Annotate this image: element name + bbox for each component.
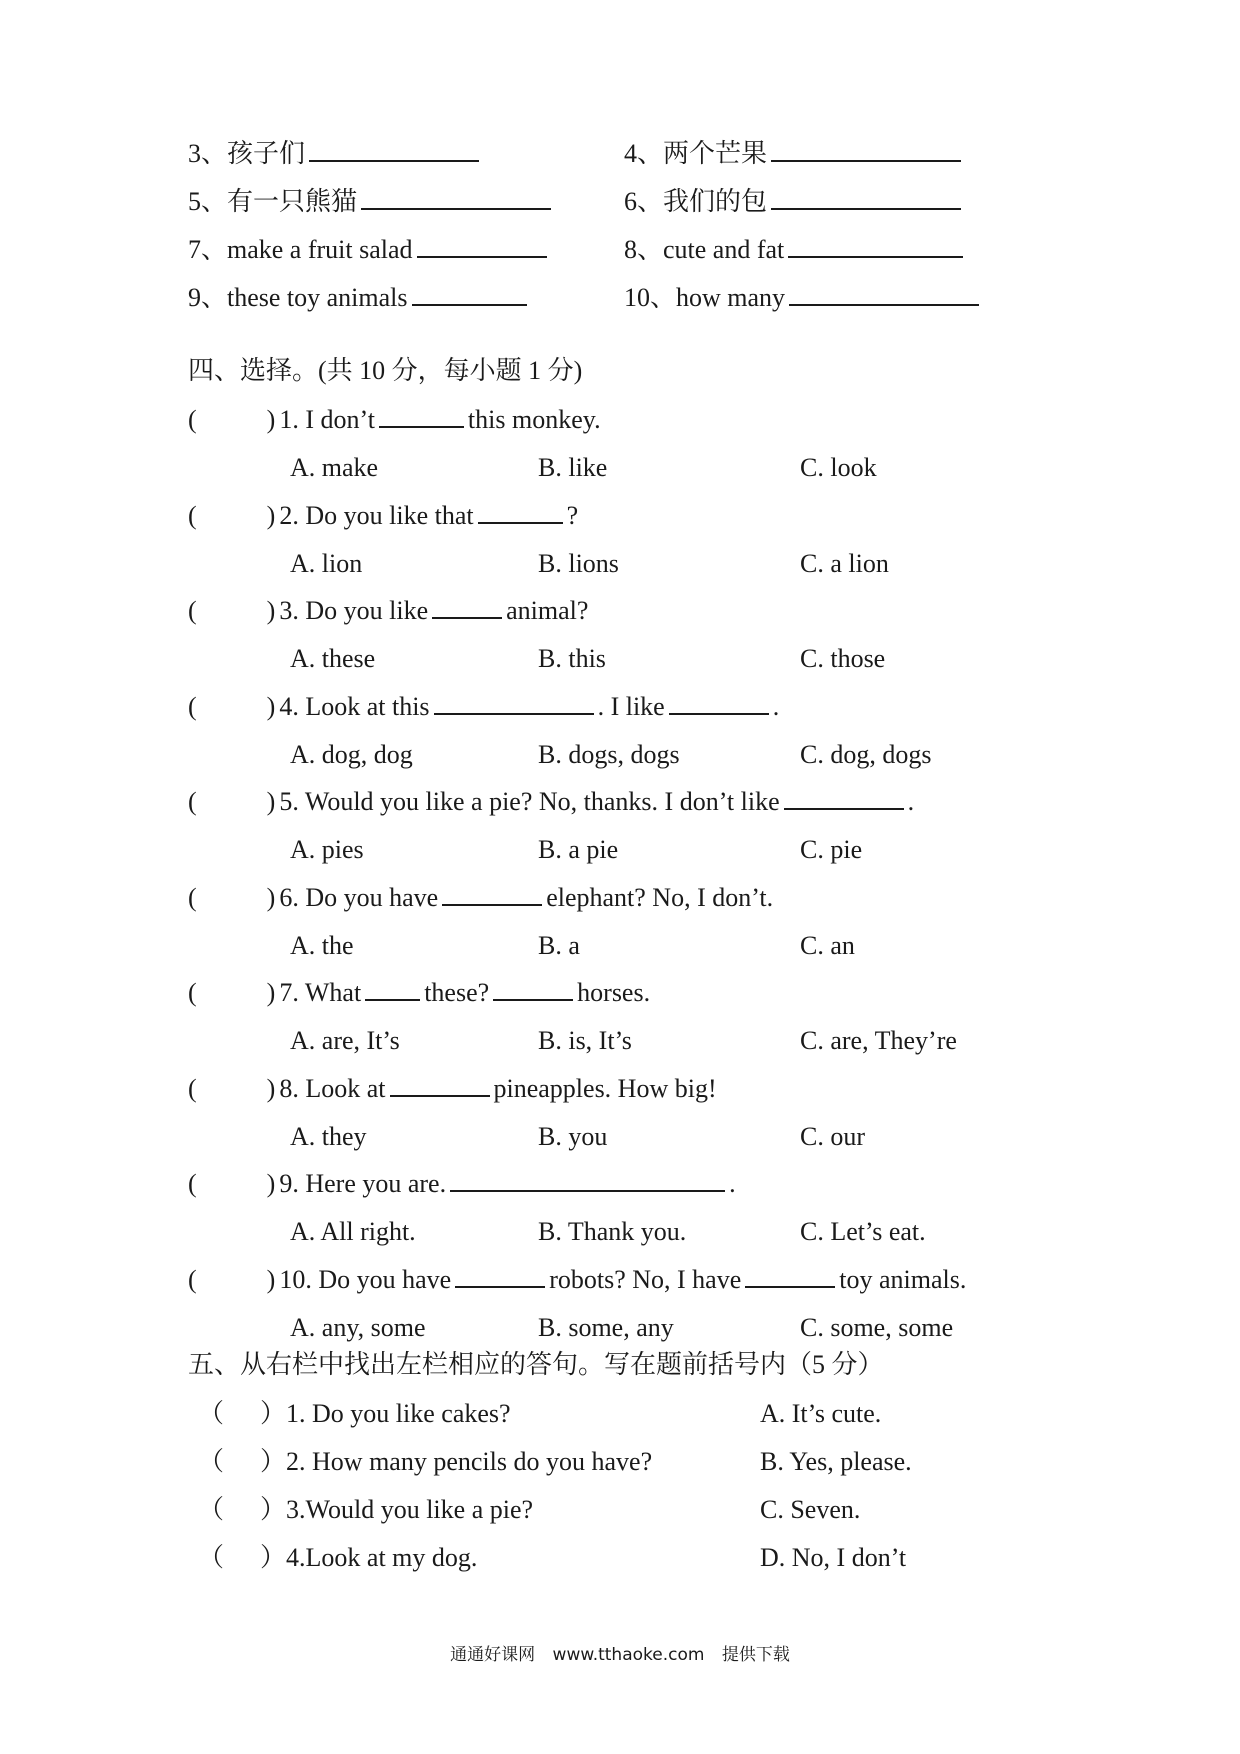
choice-option: A. the	[290, 930, 354, 960]
matching-row	[198, 1486, 533, 1534]
choice-option: B. a pie	[538, 835, 619, 864]
choice-option: C. our	[800, 1121, 865, 1151]
choice-option: C. are, They’re	[800, 1026, 957, 1055]
question-blank[interactable]	[450, 1160, 725, 1192]
footer-url: www.tthaoke.com	[552, 1645, 705, 1665]
answer-paren-open: （	[198, 1495, 225, 1524]
choice-option: A. pies	[290, 835, 364, 864]
answer-paren-close: )	[266, 1169, 276, 1198]
question-stem: 7. What	[279, 978, 362, 1007]
answer-paren-open: (	[188, 978, 197, 1007]
question-row	[188, 587, 588, 635]
answer-paren-close: )	[266, 882, 276, 912]
answer-paren-open: (	[188, 1169, 197, 1198]
translation-answer-blank[interactable]	[309, 130, 479, 162]
matching-row	[198, 1438, 652, 1486]
translation-item	[624, 178, 965, 226]
question-stem-mid: .	[729, 1169, 736, 1198]
footer-note: 提供下载	[721, 1645, 790, 1665]
translation-item-label: 9、these toy animals	[188, 283, 408, 312]
answer-paren-close: )	[266, 500, 276, 530]
choice-option: A. make	[290, 453, 379, 482]
choice-option: C. pie	[800, 835, 863, 864]
question-stem: 3. Do you like	[279, 596, 429, 625]
translation-item-label: 3、孩子们	[188, 139, 306, 168]
answer-paren-close: )	[266, 1073, 276, 1103]
question-blank[interactable]	[669, 683, 769, 715]
matching-question: 1. Do you like cakes?	[286, 1399, 511, 1428]
question-blank[interactable]	[432, 587, 502, 619]
choice-option: A. these	[290, 644, 376, 673]
question-stem: 8. Look at	[279, 1073, 386, 1103]
translation-item	[624, 274, 983, 322]
question-stem-mid: .	[907, 787, 915, 816]
matching-question: 4.Look at my dog.	[286, 1543, 478, 1572]
translation-item-label: 6、我们的包	[624, 187, 768, 216]
translation-item-label: 8、cute and fat	[624, 235, 785, 264]
choice-option: A. lion	[290, 548, 363, 578]
question-stem-mid: . I like	[597, 691, 665, 721]
translation-item	[624, 226, 967, 274]
answer-paren-close: )	[266, 691, 276, 721]
translation-item	[188, 226, 551, 274]
translation-item-label: 7、make a fruit salad	[188, 235, 413, 264]
translation-answer-blank[interactable]	[771, 178, 961, 210]
question-stem-mid: ?	[566, 500, 579, 530]
choice-option: B. lions	[538, 548, 619, 578]
translation-item	[624, 130, 965, 178]
translation-answer-blank[interactable]	[361, 178, 551, 210]
answer-paren-close: )	[266, 596, 276, 625]
answer-paren-open: (	[188, 787, 197, 816]
choice-option: C. dog, dogs	[800, 739, 932, 769]
question-stem: 1. I don’t	[279, 405, 375, 434]
translation-item	[188, 274, 531, 322]
question-blank[interactable]	[455, 1256, 545, 1288]
choice-option: B. this	[538, 644, 606, 673]
question-row	[188, 969, 650, 1017]
choice-option: A. dog, dog	[290, 739, 413, 769]
choice-option: C. Let’s eat.	[800, 1217, 926, 1246]
choice-option: B. is, It’s	[538, 1026, 632, 1055]
footer-site-name: 通通好课网	[450, 1645, 536, 1665]
translation-item-label: 4、两个芒果	[624, 139, 768, 168]
answer-paren-open: （	[198, 1399, 225, 1428]
question-stem-mid: animal?	[506, 596, 589, 625]
choice-option: B. like	[538, 453, 608, 482]
question-row	[188, 1256, 966, 1304]
answer-paren-open: (	[188, 1264, 197, 1294]
answer-paren-open: （	[198, 1543, 225, 1572]
answer-paren-open: (	[188, 500, 197, 530]
matching-answer: B. Yes, please.	[760, 1447, 912, 1476]
translation-answer-blank[interactable]	[771, 130, 961, 162]
question-stem: 10. Do you have	[279, 1264, 452, 1294]
question-blank[interactable]	[442, 874, 542, 906]
question-stem-mid: robots? No, I have	[549, 1264, 742, 1294]
translation-item	[188, 178, 555, 226]
translation-item-label: 10、how many	[624, 283, 786, 312]
matching-row	[198, 1390, 511, 1438]
question-stem-mid: these?	[424, 978, 490, 1007]
answer-paren-open: (	[188, 882, 197, 912]
translation-answer-blank[interactable]	[789, 274, 979, 306]
question-stem: 2. Do you like that	[279, 500, 474, 530]
matching-question: 2. How many pencils do you have?	[286, 1447, 653, 1476]
answer-paren-close: ）	[260, 1543, 287, 1572]
question-stem-mid: this monkey.	[467, 405, 601, 434]
choice-option: C. look	[800, 453, 877, 482]
choice-option: A. any, some	[290, 1312, 426, 1342]
question-row	[188, 778, 914, 826]
matching-answer: A. It’s cute.	[760, 1399, 882, 1428]
answer-paren-close: )	[266, 978, 276, 1007]
answer-paren-close: )	[266, 405, 276, 434]
matching-row	[198, 1534, 477, 1582]
choice-option: C. a lion	[800, 548, 889, 578]
question-stem: 6. Do you have	[279, 882, 439, 912]
answer-paren-close: ）	[260, 1399, 287, 1428]
choice-option: B. dogs, dogs	[538, 739, 680, 769]
footer	[0, 1640, 1240, 1665]
translation-answer-blank[interactable]	[412, 274, 527, 306]
translation-item-label: 5、有一只熊猫	[188, 187, 358, 216]
question-row	[188, 1065, 717, 1113]
choice-option: A. All right.	[290, 1217, 416, 1246]
choice-option: C. an	[800, 930, 855, 960]
choice-option: C. some, some	[800, 1312, 954, 1342]
choice-option: B. some, any	[538, 1312, 674, 1342]
section4-title: 四、选择。(共 10 分，每小题 1 分)	[188, 356, 583, 385]
question-blank[interactable]	[379, 396, 464, 428]
question-row	[188, 492, 578, 540]
question-row	[188, 1160, 736, 1208]
question-blank[interactable]	[390, 1065, 490, 1097]
section5-title: 五、从右栏中找出左栏相应的答句。写在题前括号内（5 分）	[188, 1350, 884, 1379]
answer-paren-close: )	[266, 787, 276, 816]
answer-paren-open: (	[188, 691, 197, 721]
choice-option: A. are, It’s	[290, 1026, 400, 1055]
question-row	[188, 874, 773, 922]
matching-question: 3.Would you like a pie?	[286, 1495, 534, 1524]
question-blank[interactable]	[784, 778, 904, 810]
question-blank[interactable]	[493, 969, 573, 1001]
question-blank[interactable]	[478, 492, 563, 524]
question-stem-end: .	[772, 691, 780, 721]
question-stem-end: horses.	[577, 978, 651, 1007]
question-stem: 4. Look at this	[279, 691, 430, 721]
answer-paren-close: )	[266, 1264, 276, 1294]
answer-paren-close: ）	[260, 1447, 287, 1476]
answer-paren-close: ）	[260, 1495, 287, 1524]
question-stem: 5. Would you like a pie? No, thanks. I don’t like	[279, 787, 780, 816]
matching-answer: D. No, I don’t	[760, 1543, 907, 1572]
question-blank[interactable]	[365, 969, 420, 1001]
choice-option: A. they	[290, 1121, 367, 1151]
choice-option: B. a	[538, 930, 580, 960]
matching-answer: C. Seven.	[760, 1495, 861, 1524]
answer-paren-open: (	[188, 596, 197, 625]
question-blank[interactable]	[745, 1256, 835, 1288]
choice-option: B. you	[538, 1121, 608, 1151]
choice-option: B. Thank you.	[538, 1217, 687, 1246]
question-stem-mid: elephant? No, I don’t.	[546, 882, 774, 912]
translation-item	[188, 130, 483, 178]
question-stem-mid: pineapples. How big!	[493, 1073, 717, 1103]
question-blank[interactable]	[434, 683, 594, 715]
question-row	[188, 396, 601, 444]
answer-paren-open: （	[198, 1447, 225, 1476]
translation-answer-blank[interactable]	[417, 226, 547, 258]
question-row	[188, 683, 779, 731]
question-stem-end: toy animals.	[839, 1264, 967, 1294]
question-stem: 9. Here you are.	[279, 1169, 447, 1198]
answer-paren-open: (	[188, 405, 197, 434]
answer-paren-open: (	[188, 1073, 197, 1103]
translation-answer-blank[interactable]	[788, 226, 963, 258]
choice-option: C. those	[800, 644, 886, 673]
